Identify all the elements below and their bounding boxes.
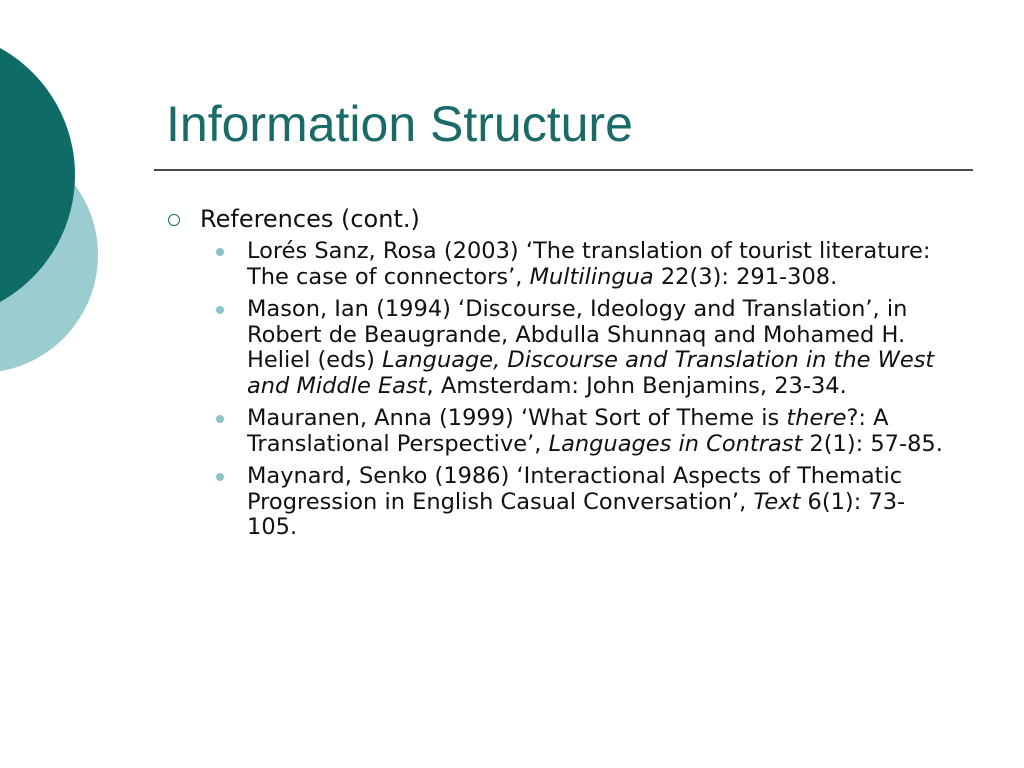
dot-bullet-icon bbox=[216, 248, 224, 256]
reference-item bbox=[216, 406, 965, 457]
dot-bullet-icon bbox=[216, 415, 224, 423]
decorative-circles bbox=[0, 0, 110, 420]
journal-title: Text bbox=[753, 488, 801, 515]
reference-item bbox=[216, 297, 965, 399]
dot-bullet-icon bbox=[216, 473, 224, 481]
reference-text: Mauranen, Anna (1999) ‘What Sort of Theme is there?: A Translational Perspective’, Languages in Contrast 2(1): 57-85. bbox=[247, 405, 943, 457]
reference-item bbox=[216, 239, 965, 290]
journal-title: Multilingua bbox=[529, 263, 654, 290]
dot-bullet-icon bbox=[216, 306, 224, 314]
section-label: References (cont.) bbox=[200, 205, 420, 233]
ring-bullet-icon bbox=[168, 214, 180, 226]
emphasis-word: there bbox=[786, 405, 847, 431]
reference-item bbox=[216, 464, 965, 541]
slide-content bbox=[165, 205, 965, 548]
slide-title: Information Structure bbox=[166, 96, 633, 152]
reference-text: Lorés Sanz, Rosa (2003) ‘The translation of tourist literature: The case of connectors’, Multilingua 22(3): 291-308. bbox=[247, 238, 931, 290]
section-bullet bbox=[165, 205, 965, 233]
reference-list bbox=[165, 239, 965, 541]
journal-title: Languages in Contrast bbox=[548, 430, 803, 457]
book-title: Language, Discourse and Translation in the West and Middle East bbox=[247, 347, 935, 399]
reference-text: Mason, Ian (1994) ‘Discourse, Ideology and Translation’, in Robert de Beaugrande, Abdulla Shunnaq and Mohamed H. Heliel (eds) Language, Discourse and Translation in the West and Middle East, Amsterdam: John Benjamins, 23-34. bbox=[247, 296, 935, 399]
reference-text: Maynard, Senko (1986) ‘Interactional Aspects of Thematic Progression in English Casual Conversation’, Text 6(1): 73-105. bbox=[247, 463, 906, 540]
title-divider bbox=[154, 169, 973, 171]
